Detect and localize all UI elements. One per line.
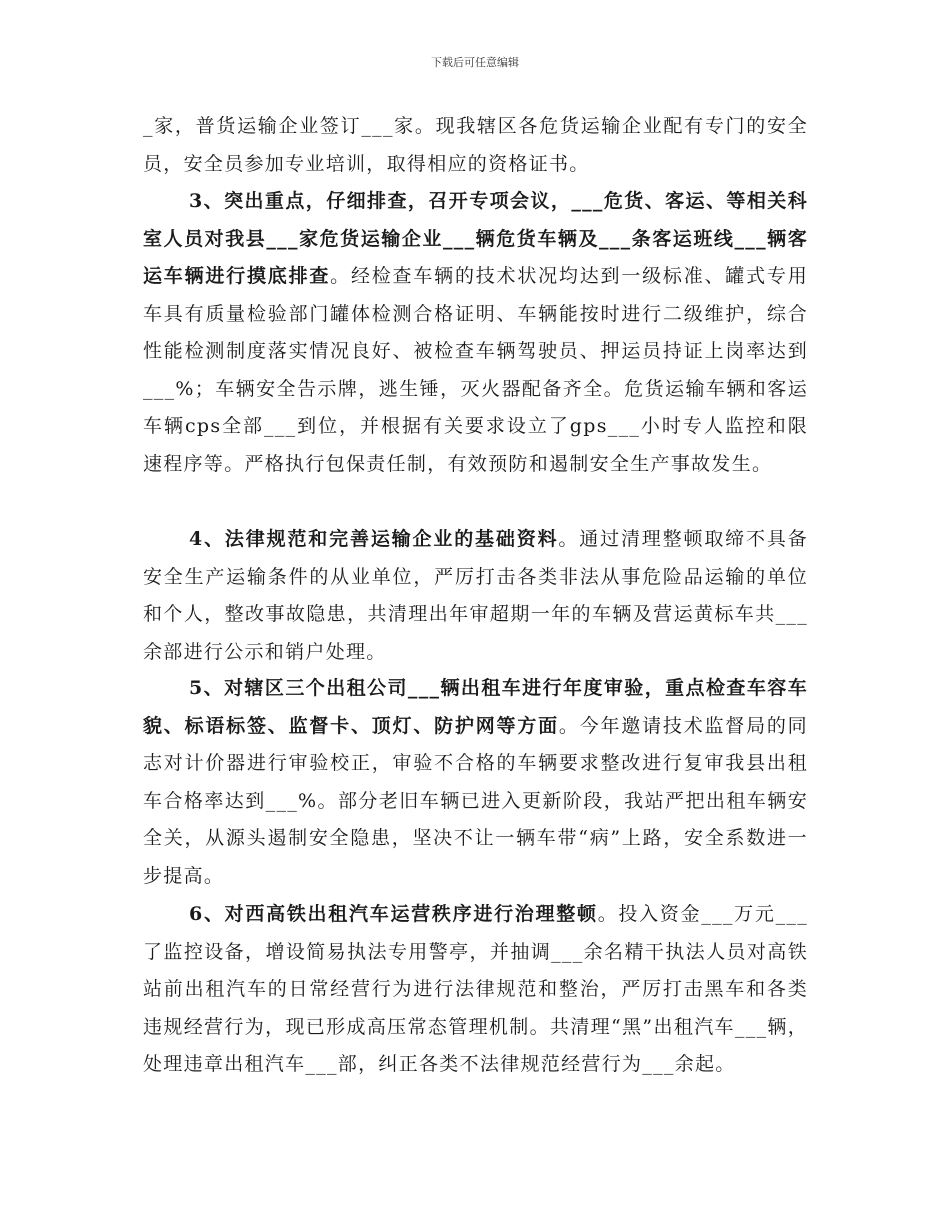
paragraph-heading: 3、突出重点，仔细排查，召开专项会议，___危货、客运、等相关科室人员对我县___家危货运输企业___辆危货车辆及___条客运班线___辆客运车辆进行摸底排查	[143, 190, 808, 287]
paragraph-text: _家，普货运输企业签订___家。现我辖区各危货运输企业配有专门的安全员，安全员参加专业培训，取得相应的资格证书。	[143, 115, 808, 175]
paragraph-continuation	[143, 108, 808, 183]
paragraph-item-4	[143, 521, 808, 671]
paragraph-item-6	[143, 896, 808, 1084]
paragraph-text: 。通过清理整顿取缔不具备安全生产运输条件的从业单位，严厉打击各类非法从事危险品运输的单位和个人，整改事故隐患，共清理出年审超期一年的车辆及营运黄标车共___余部进行公示和销户处理。	[143, 528, 809, 663]
page-header: 下载后可任意编辑	[431, 56, 519, 69]
paragraph-text: 。投入资金___万元___了监控设备，增设简易执法专用警亭，并抽调___余名精干执法人员对高铁站前出租汽车的日常经营行为进行法律规范和整治，严厉打击黑车和各类违规经营行为，现已形成高压常态管理机制。共清理“黑”出租汽车___辆，处理违章出租汽车___部，纠正各类不法律规范经营行为___余起。	[143, 903, 808, 1075]
paragraph-text: 。今年邀请技术监督局的同志对计价器进行审验校正，审验不合格的车辆要求整改进行复审我县出租车合格率达到___%。部分老旧车辆已进入更新阶段，我站严把出租车辆安全关，从源头遏制安全隐患，坚决不让一辆车带“病”上路，安全系数进一步提高。	[143, 714, 808, 887]
paragraph-heading: 5、对辖区三个出租公司___辆出租车进行年度审验，重点检查车容车貌、标语标签、监督卡、顶灯、防护网等方面	[143, 677, 808, 737]
paragraph-heading: 6、对西高铁出租汽车运营秩序进行治理整顿	[189, 903, 598, 925]
paragraph-item-5	[143, 670, 808, 895]
paragraph-item-3	[143, 183, 808, 483]
paragraph-text: 。经检查车辆的技术状况均达到一级标准、罐式专用车具有质量检验部门罐体检测合格证明、车辆能按时进行二级维护，综合性能检测制度落实情况良好、被检查车辆驾驶员、押运员持证上岗率达到___%；车辆安全告示牌，逃生锤，灭火器配备齐全。危货运输车辆和客运车辆cps全部___到位，并根据有关要求设立了gps___小时专人监控和限速程序等。严格执行包保责任制，有效预防和遏制安全生产事故发生。	[143, 265, 808, 475]
paragraph-heading: 4、法律规范和完善运输企业的基础资料	[189, 528, 559, 550]
